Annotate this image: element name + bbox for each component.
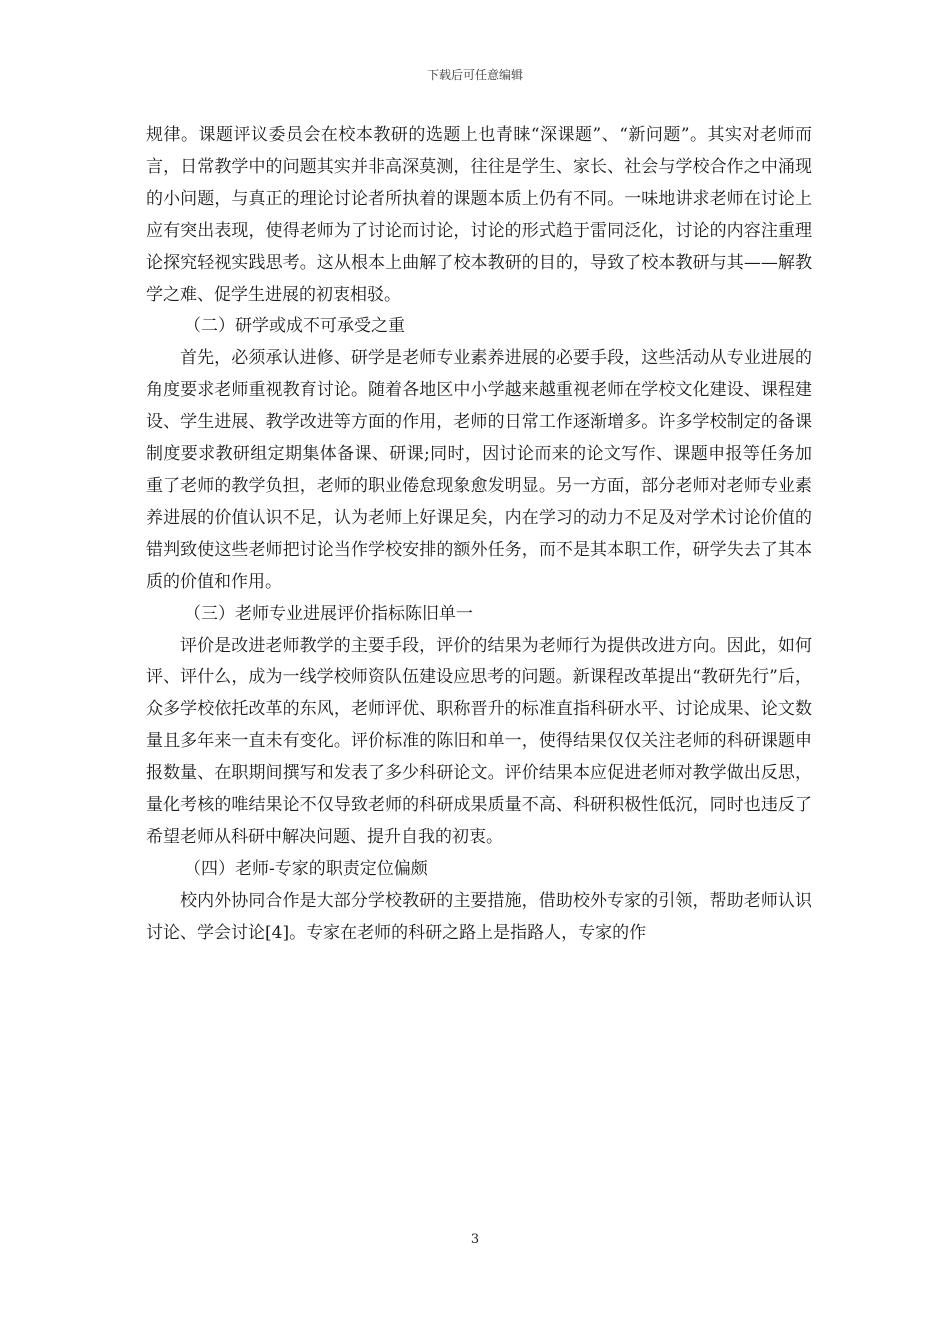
- paragraph: 首先，必须承认进修、研学是老师专业素养进展的必要手段，这些活动从专业进展的角度要求老师重视教育讨论。随着各地区中小学越来越重视老师在学校文化建设、课程建设、学生进展、教学改进等方面的作用，老师的日常工作逐渐增多。许多学校制定的备课制度要求教研组定期集体备课、研课;同时，因讨论而来的论文写作、课题申报等任务加重了老师的教学负担，老师的职业倦怠现象愈发明显。另一方面，部分老师对老师专业素养进展的价值认识不足，认为老师上好课足矣，内在学习的动力不足及对学术讨论价值的错判致使这些老师把讨论当作学校安排的额外任务，而不是其本职工作，研学失去了其本质的价值和作用。: [146, 348, 812, 592]
- page-number: 3: [470, 1232, 480, 1247]
- paragraph: 评价是改进老师教学的主要手段，评价的结果为老师行为提供改进方向。因此，如何评、评什么，成为一线学校师资队伍建设应思考的问题。新课程改革提出“教研先行”后，众多学校依托改革的东风，老师评优、职称晋升的标准直指科研水平、讨论成果、论文数量且多年来一直未有变化。评价标准的陈旧和单一，使得结果仅仅关注老师的科研课题申报数量、在职期间撰写和发表了多少科研论文。评价结果本应促进老师对教学做出反思，量化考核的唯结果论不仅导致老师的科研成果质量不高、科研积极性低沉，同时也违反了希望老师从科研中解决问题、提升自我的初衷。: [146, 635, 812, 847]
- paragraph: 校内外协同合作是大部分学校教研的主要措施，借助校外专家的引领，帮助老师认识讨论、学会讨论[4]。专家在老师的科研之路上是指路人，专家的作: [146, 890, 812, 943]
- section-heading-3: （三）老师专业进展评价指标陈旧单一: [184, 603, 473, 624]
- document-body: [146, 120, 812, 950]
- section-heading-4: （四）老师-专家的职责定位偏颇: [184, 858, 428, 879]
- paragraph-continued: 规律。课题评议委员会在校本教研的选题上也青睐“深课题”、“新问题”。其实对老师而言，日常教学中的问题其实并非高深莫测，往往是学生、家长、社会与学校合作之中涌现的小问题，与真正的理论讨论者所执着的课题本质上仍有不同。一味地讲求老师在讨论上应有突出表现，使得老师为了讨论而讨论，讨论的形式趋于雷同泛化，讨论的内容注重理论探究轻视实践思考。这从根本上曲解了校本教研的目的，导致了校本教研与其——解教学之难、促学生进展的初衷相驳。: [146, 125, 812, 305]
- section-heading-2: （二）研学或成不可承受之重: [184, 316, 405, 337]
- page-header: 下载后可任意编辑: [426, 68, 523, 82]
